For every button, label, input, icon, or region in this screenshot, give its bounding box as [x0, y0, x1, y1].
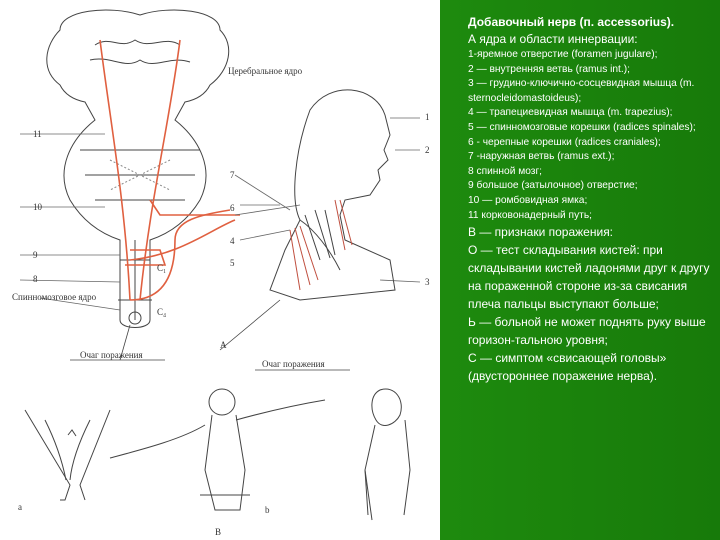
- label-1: 1: [425, 112, 430, 122]
- subtitle: А ядра и области иннервации:: [468, 32, 638, 46]
- label-c1: C₁: [157, 263, 167, 273]
- label-10: 10: [33, 202, 42, 212]
- legend-list: [468, 48, 712, 223]
- label-c4: C₄: [157, 307, 167, 317]
- list-item: 5 — спинномозговые корешки (radices spinales);: [468, 121, 696, 133]
- description-panel: [468, 14, 712, 385]
- list-item: В — признаки поражения:: [468, 225, 614, 240]
- panel-b-small-label: b: [265, 505, 270, 515]
- signs-list: [468, 223, 712, 385]
- label-9: 9: [33, 250, 38, 260]
- page-title: Добавочный нерв (п. accessorius).: [468, 15, 675, 29]
- spinal-nucleus-label: Спинномозговое ядро: [12, 292, 97, 302]
- cerebral-nucleus-label: Церебральное ядро: [228, 66, 303, 76]
- panel-b-label: В: [215, 527, 222, 537]
- panel-a-small-label: а: [18, 502, 22, 512]
- label-6: 6: [230, 203, 235, 213]
- label-2: 2: [425, 145, 430, 155]
- label-11: 11: [33, 129, 42, 139]
- list-item: 1-яремное отверстие (foramen jugulare);: [468, 49, 658, 60]
- label-8: 8: [33, 274, 38, 284]
- list-item: 3 — грудино-ключично-сосцевидная мышца (m. sternocleidomastoideus);: [468, 78, 695, 104]
- list-item: 8 спинной мозг;: [468, 165, 543, 177]
- list-item: С — симптом «свисающей головы» (двустороннее поражение нерва).: [468, 351, 667, 384]
- panel-a-label: А: [220, 340, 227, 350]
- label-4: 4: [230, 236, 235, 246]
- list-item: 10 — ромбовидная ямка;: [468, 194, 588, 206]
- list-item: 7 -наружная ветвь (ramus ext.);: [468, 151, 615, 163]
- label-7: 7: [230, 170, 235, 180]
- list-item: 11 корковонадерный путь;: [468, 209, 592, 221]
- list-item: Ь — больной не может поднять руку выше горизон-тальною уровня;: [468, 315, 706, 348]
- lesion-focus-label-1: Очаг поражения: [80, 350, 143, 360]
- lesion-focus-label-2: Очаг поражения: [262, 359, 325, 369]
- list-item: 9 большое (затылочное) отверстие;: [468, 180, 638, 192]
- label-5: 5: [230, 258, 235, 268]
- list-item: 4 — трапециевидная мышца (m. trapezius);: [468, 107, 673, 119]
- list-item: О — тест складывания кистей: при складывании кистей ладонями друг к другу на пораженной стороне из-за свисания плеча пальцы выступают больше;: [468, 243, 710, 312]
- label-3: 3: [425, 277, 430, 287]
- corner-mark: а: [5, 498, 12, 512]
- list-item: 6 - черепные корешки (radices craniales);: [468, 136, 661, 148]
- list-item: 2 — внутренняя ветвь (ramus int.);: [468, 63, 630, 75]
